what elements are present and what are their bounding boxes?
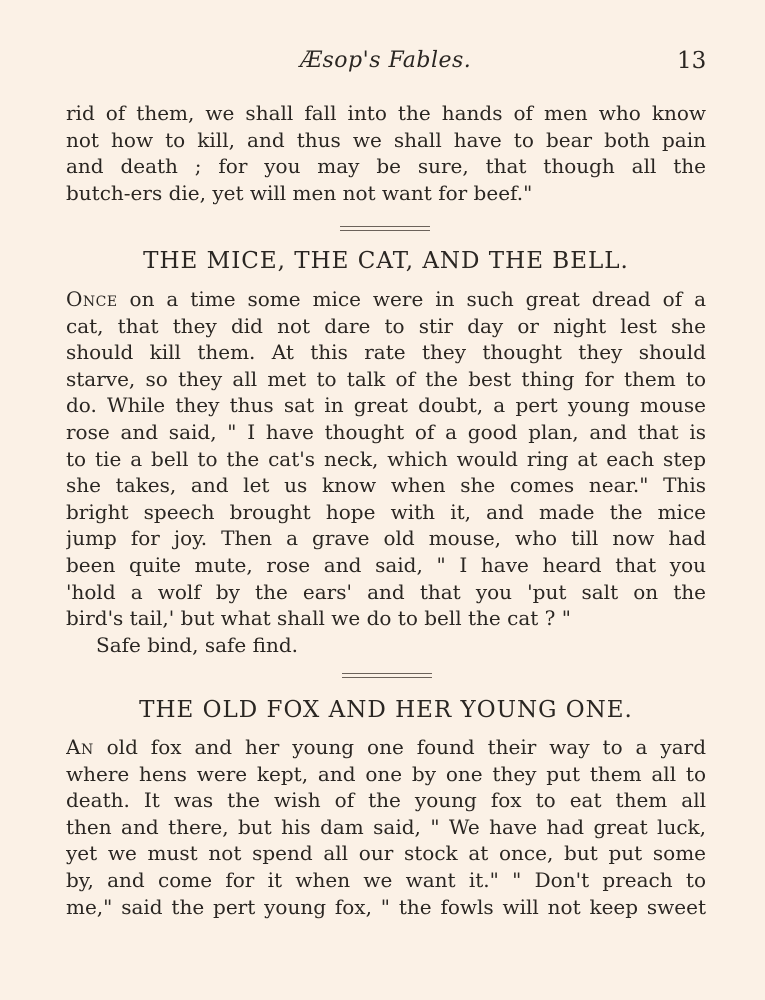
fable-paragraph	[66, 734, 706, 920]
text-line: then and there, but his dam said, " We have had great luck,	[66, 814, 706, 839]
text-line: me," said the pert young fox, " the fowls will not keep sweet	[66, 894, 706, 919]
running-title: Æsop's Fables.	[300, 48, 472, 73]
section-divider	[340, 226, 430, 231]
fable-title: THE OLD FOX AND HER YOUNG ONE.	[139, 697, 633, 723]
text-line: she takes, and let us know when she comes near." This	[66, 473, 706, 498]
running-head	[0, 44, 765, 78]
text-line: bird's tail,' but what shall we do to bell the cat ? "	[66, 606, 571, 631]
section-divider	[342, 673, 432, 678]
text-line: not how to kill, and thus we shall have to bear both pain	[66, 127, 706, 152]
text-line: 'hold a wolf by the ears' and that you 'put salt on the	[66, 579, 706, 604]
text-line: yet we must not spend all our stock at once, but put some	[66, 841, 706, 866]
line-rest: on a time some mice were in such great dread of a	[117, 287, 706, 311]
text-line: been quite mute, rose and said, " I have heard that you	[66, 552, 706, 577]
page-number: 13	[677, 48, 707, 74]
text-line: butch-ers die, yet will men not want for beef."	[66, 180, 533, 205]
drop-word: An	[66, 735, 94, 759]
text-line: and death ; for you may be sure, that though all the	[66, 154, 706, 179]
drop-word: Once	[66, 287, 118, 311]
line-rest: old fox and her young one found their way to a yard	[93, 735, 706, 759]
text-line	[66, 286, 706, 313]
text-line: rid of them, we shall fall into the hands of men who know	[66, 101, 706, 125]
text-line: should kill them. At this rate they thought they should	[66, 340, 706, 365]
text-line: do. While they thus sat in great doubt, a pert young mouse	[66, 393, 706, 418]
fable-moral: Safe bind, safe find.	[96, 632, 298, 657]
continuation-paragraph	[66, 100, 706, 206]
text-line: to tie a bell to the cat's neck, which would ring at each step	[66, 446, 706, 471]
text-line: bright speech brought hope with it, and made the mice	[66, 499, 706, 524]
text-line: rose and said, " I have thought of a good plan, and that is	[66, 419, 706, 444]
fable-paragraph	[66, 286, 706, 658]
text-line: jump for joy. Then a grave old mouse, who till now had	[66, 526, 706, 551]
text-line: where hens were kept, and one by one they put them all to	[66, 761, 706, 786]
text-line: by, and come for it when we want it." " Don't preach to	[66, 867, 706, 892]
text-line: starve, so they all met to talk of the best thing for them to	[66, 366, 706, 391]
text-line: cat, that they did not dare to stir day or night lest she	[66, 313, 706, 338]
text-line	[66, 734, 706, 761]
fable-title: THE MICE, THE CAT, AND THE BELL.	[143, 248, 629, 274]
text-line: death. It was the wish of the young fox to eat them all	[66, 788, 706, 813]
